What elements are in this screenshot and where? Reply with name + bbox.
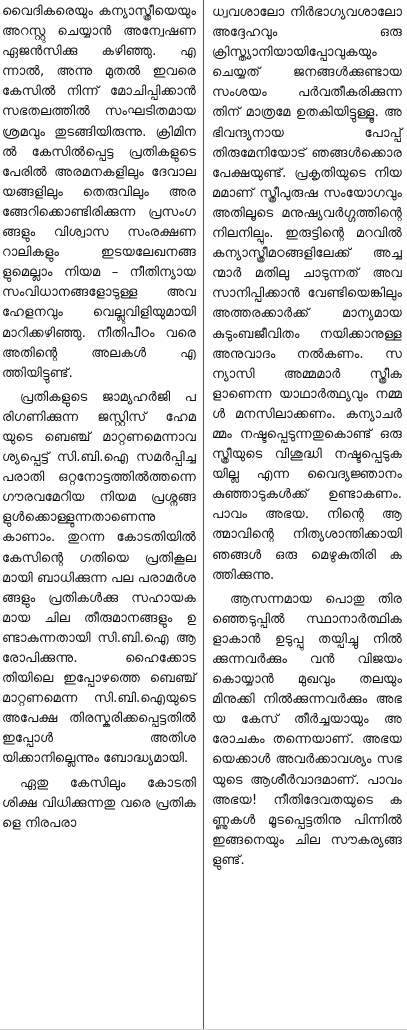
left-column <box>2 2 196 834</box>
right-paragraph-2: ആസന്നമായ പൊതു തിരഞ്ഞെടുപ്പിൽ സ്ഥാനാർത്ഥികളാകാൻ ഉടുപ്പു തയ്പിച്ചു നിൽക്കുന്നവർക്കും വൻ വിജയം കൊയ്യാൻ മുഖവും തലയും മിനുക്കി നിൽക്കുന്നവർക്കും അഭയ കേസ് തീർച്ചയായും അരോചകം തന്നെയാണ്. അഭയയെക്കാൾ അവർക്കാവശ്യം സഭയുടെ ആശീർവാദമാണ്. പാവം അഭയ! നീതിദേവതയുടെ കണ്ണുകൾ മൂടപ്പെട്ടതിനു പിന്നിൽ ഇങ്ങനെയും ചില സൗകര്യങ്ങളുണ്ട്. <box>212 591 402 868</box>
right-column <box>212 3 402 871</box>
left-paragraph-2: പ്രതികളുടെ ജാമ്യഹർജി പരിഗണിക്കുന്ന ജസ്റ്റിസ് ഹേമയുടെ ബെഞ്ച് മാറ്റണമെന്നാവശ്യപ്പെട്ട് സി.ബി.ഐ സമർപ്പിച്ച പരാതി ഒറ്റനോട്ടത്തിൽത്തന്നെ ഗൗരവമേറിയ നിയമ പ്രശ്നങ്ങളുൾക്കൊള്ളുന്നതാണെന്നു കാണാം. തുറന്ന കോടതിയിൽ കേസിന്റെ ഗതിയെ പ്രതികൂലമായി ബാധിക്കുന്ന പല പരാമർശങ്ങളും പ്രതികൾക്കു സഹായകമായ ചില തീരുമാനങ്ങളും ഉണ്ടാകുന്നതായി സി.ബി.ഐ ആരോപിക്കുന്നു. ഹൈക്കോടതിയിലെ ഇപ്പോഴത്തെ ബെഞ്ച് മാറ്റണമെന്ന സി.ബി.ഐയുടെ അപേക്ഷ തിരസ്കരിക്കപ്പെട്ടതിൽ ഇപ്പോൾ അതിശയിക്കാനില്ലെന്നും ബോദ്ധ്യമായി. <box>2 389 196 767</box>
right-paragraph-1: ധ്വവശാലോ നിർഭാഗ്യവശാലോ അദ്ദേഹവും ഒരു ക്രിസ്ത്യാനിയായിപ്പോവുകയും ചെയ്യത് ജനങ്ങൾക്കുണ്ടായ സംശയം പർവതീകരിക്കുന്നതിന് മാത്രമേ ഉതകിയിട്ടുള്ളൂ. അഭിവന്ദ്യനായ പോപ്പ് തിരുമേനിയോട് ഞങ്ങൾക്കൊരപേക്ഷയുണ്ട്. പ്രകൃതിയുടെ നിയമമാണ് സ്ത്രീപുരുഷ സംയോഗവും അതിലൂടെ മനുഷ്യവർഗ്ഗത്തിന്റെ നിലനില്പും. ഇരുട്ടിന്റെ മറവിൽ കന്യാസ്ത്രീമഠങ്ങളിലേക്ക് അച്ചന്മാർ മതിലു ചാടുന്നത് അവസാനിപ്പിക്കാൻ വേണ്ടിയെങ്കിലും അത്തരക്കാർക്ക് മാന്യമായ കുടുംബജീവിതം നയിക്കാനുള്ള അനുവാദം നൽകണം. സന്യാസി അമ്മമാർ സ്ത്രീകളാണെന്ന യാഥാർത്ഥ്യവും നമ്മൾ മനസിലാക്കണം. കന്യാചർമ്മം നഷ്ടപ്പെടുന്നതുകൊണ്ട് ഒരു സ്ത്രീയുടെ വിശുദ്ധി നഷ്ടപ്പെടുകയില്ല എന്ന വൈദ്യജ്ഞാനം കുഞ്ഞാടുകൾക്ക് ഉണ്ടാകണം. പാവം അഭയ. നിന്റെ ആത്മാവിന്റെ നിത്യശാന്തിക്കായി ഞങ്ങൾ ഒരു മെഴുകുതിരി കത്തിക്കുന്നു. <box>212 5 402 583</box>
left-paragraph-1: വൈദികരെയും കന്യാസ്ത്രീയെയും അറസ്റ്റു ചെയ്യാൻ അന്വേഷണ ഏജൻസിക്കു കഴിഞ്ഞു. എന്നാൽ, അന്നു മുതൽ ഇവരെ കേസിൽ നിന്ന് മോചിപ്പിക്കാൻ സഭതലത്തിൽ സംഘടിതമായ ശ്രമവും തുടങ്ങിയിരുന്നു. ക്രിമിനൽ കേസിൽപ്പെട്ട പ്രതികളുടെ പേരിൽ അരമനകളിലും ദേവാലയങ്ങളിലും തെരുവിലും അരങ്ങേറിക്കൊണ്ടിരിക്കുന്ന പ്രസംഗങ്ങളും വിശ്വാസ സംരക്ഷണറാലികളും ഇടയലേഖനങ്ങളുമെല്ലാം നിയമ – നീതിന്യായ സംവിധാനങ്ങളോടുള്ള അവഹേളനവും വെല്ലുവിളിയുമായി മാറിക്കഴിഞ്ഞു. നീതിപീഠം വരെ അതിന്റെ അലകൾ എത്തിയിട്ടുണ്ട്. <box>2 4 196 381</box>
left-paragraph-3: ഏതു കേസിലും കോടതി ശിക്ഷ വിധിക്കുന്നതു വരെ പ്രതികളെ നിരപരാ <box>2 775 196 831</box>
column-divider <box>203 0 204 1030</box>
